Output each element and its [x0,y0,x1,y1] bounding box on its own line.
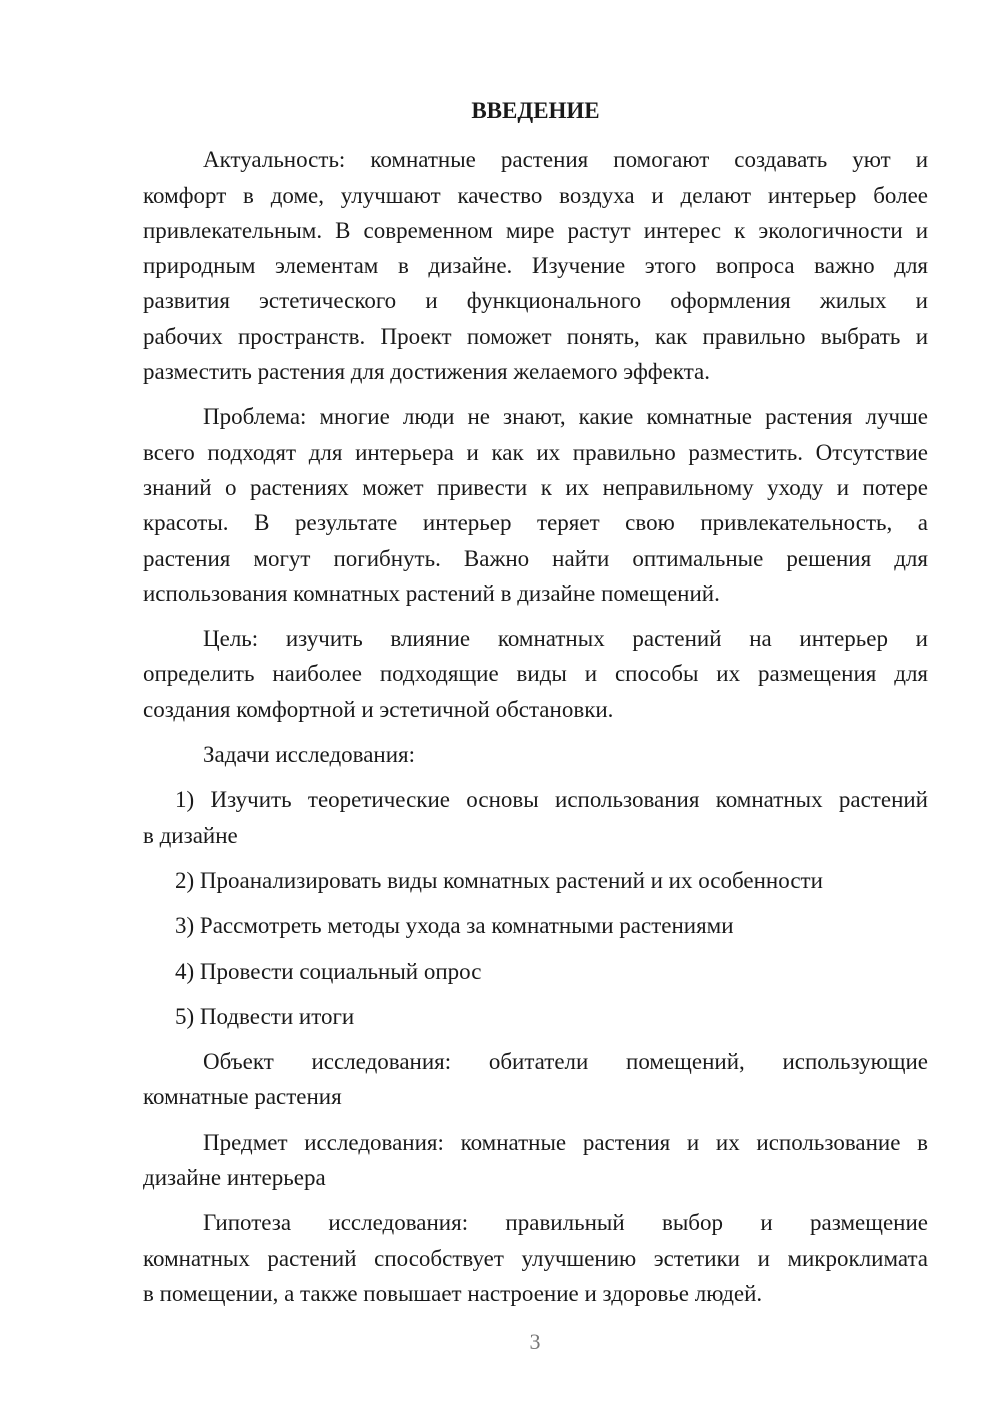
text-line: Проблема: многие люди не знают, какие комнатные растения лучше [203,404,928,430]
list-item [143,782,928,853]
document-page [143,93,928,1311]
text-line: Актуальность: комнатные растения помогают создавать уют и [203,147,928,173]
paragraph [143,142,928,389]
text-line: комнатных растений способствует улучшению эстетики и микроклимата [143,1245,928,1271]
text-line: природным элементам в дизайне. Изучение этого вопроса важно для [143,253,928,279]
text-line: всего подходят для интерьера и как их правильно разместить. Отсутствие [143,439,928,465]
page-number: 3 [529,1329,541,1354]
text-line: Объект исследования: обитатели помещений, использующие [203,1049,928,1075]
text-line: Гипотеза исследования: правильный выбор и размещение [203,1210,928,1236]
text-line: 5) Подвести итоги [175,1003,355,1029]
text-line: создания комфортной и эстетичной обстановки. [143,696,614,722]
paragraph [143,737,928,772]
text-line: определить наиболее подходящие виды и способы их размещения для [143,661,928,687]
text-line: развития эстетического и функционального оформления жилых и [143,288,928,314]
text-line: Цель: изучить влияние комнатных растений на интерьер и [203,626,928,652]
list-item [143,999,928,1034]
text-line: комфорт в доме, улучшают качество воздуха и делают интерьер более [143,182,928,208]
section-title: ВВЕДЕНИЕ [471,98,600,123]
text-line: разместить растения для достижения желаемого эффекта. [143,359,711,385]
text-line: в дизайне [143,822,238,848]
text-line: в помещении, а также повышает настроение и здоровье людей. [143,1280,763,1306]
text-line: привлекательным. В современном мире растут интерес к экологичности и [143,217,928,243]
paragraph [143,1044,928,1115]
text-line: 1) Изучить теоретические основы использования комнатных растений [175,787,928,813]
paragraph [143,621,928,727]
text-line: 2) Проанализировать виды комнатных растений и их особенности [175,867,823,893]
text-line: рабочих пространств. Проект поможет понять, как правильно выбрать и [143,323,928,349]
list-item [143,863,928,898]
text-line: 4) Провести социальный опрос [175,958,482,984]
text-line: знаний о растениях может привести к их неправильному уходу и потере [143,474,928,500]
text-line: дизайне интерьера [143,1165,326,1191]
text-line: растения могут погибнуть. Важно найти оптимальные решения для [143,545,928,571]
text-line: использования комнатных растений в дизайне помещений. [143,580,720,606]
text-line: 3) Рассмотреть методы ухода за комнатными растениями [175,913,734,939]
text-line: комнатные растения [143,1084,342,1110]
text-line: Предмет исследования: комнатные растения и их использование в [203,1129,928,1155]
list-item [143,954,928,989]
paragraph [143,1125,928,1196]
paragraph [143,1205,928,1311]
list-item [143,908,928,943]
document-body [143,142,928,1311]
paragraph [143,399,928,611]
text-line: Задачи исследования: [203,742,416,768]
text-line: красоты. В результате интерьер теряет свою привлекательность, а [143,510,928,536]
